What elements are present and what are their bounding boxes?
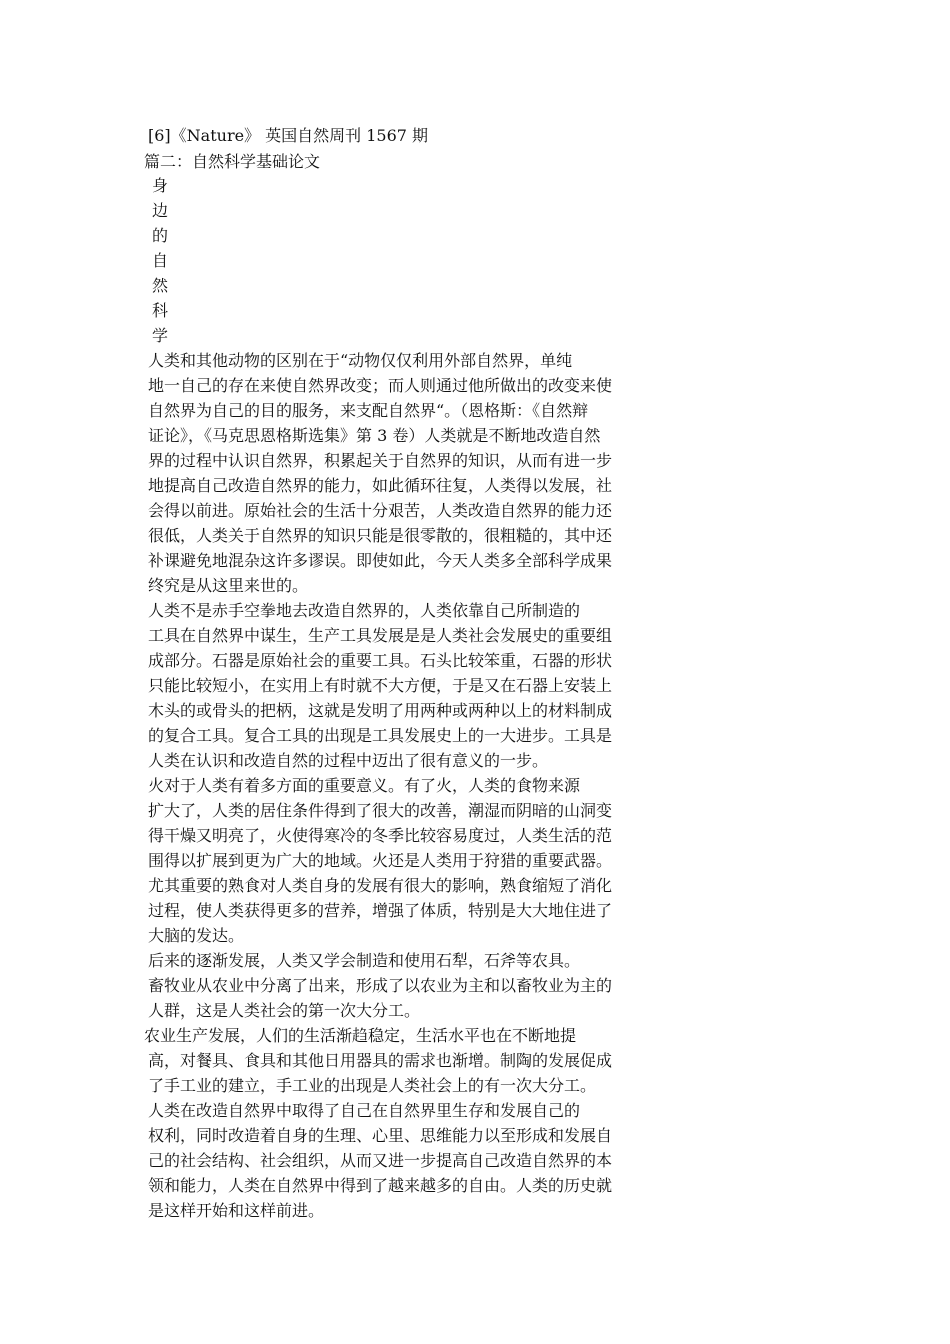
text-line: 成部分。石器是原始社会的重要工具。石头比较笨重，石器的形状 <box>148 651 613 670</box>
text-line: 人类不是赤手空拳地去改造自然界的，人类依靠自己所制造的 <box>148 601 581 620</box>
text-line: 会得以前进。原始社会的生活十分艰苦，人类改造自然界的能力还 <box>148 501 613 520</box>
text-line: 火对于人类有着多方面的重要意义。有了火，人类的食物来源 <box>148 776 581 795</box>
text-line: 是这样开始和这样前进。 <box>148 1201 325 1220</box>
vertical-title-char: 学 <box>152 326 169 345</box>
text-line: 大脑的发达。 <box>148 926 245 945</box>
text-line: 过程，使人类获得更多的营养，增强了体质，特别是大大地住进了 <box>148 901 613 920</box>
reference-line: [6]《Nature》 英国自然周刊 1567 期 <box>148 126 429 145</box>
vertical-title-char: 身 <box>152 176 169 195</box>
text-line: 终究是从这里来世的。 <box>148 576 309 595</box>
vertical-title-char: 科 <box>152 301 169 320</box>
text-line: 证论》，《马克思恩格斯选集》第 3 卷）人类就是不断地改造自然 <box>148 426 601 445</box>
text-line: 补课避免地混杂这许多谬误。即使如此，今天人类多全部科学成果 <box>148 551 613 570</box>
text-line: 己的社会结构、社会组织，从而又进一步提高自己改造自然界的本 <box>148 1151 613 1170</box>
text-line: 得干燥又明亮了，火使得寒冷的冬季比较容易度过，人类生活的范 <box>148 826 613 845</box>
text-line: 权利，同时改造着自身的生理、心里、思维能力以至形成和发展自 <box>148 1126 613 1145</box>
text-line: 扩大了，人类的居住条件得到了很大的改善，潮湿而阴暗的山洞变 <box>148 801 613 820</box>
text-line: 尤其重要的熟食对人类自身的发展有很大的影响，熟食缩短了消化 <box>148 876 613 895</box>
section-title: 篇二：自然科学基础论文 <box>144 152 321 171</box>
vertical-title-char: 的 <box>152 226 169 245</box>
text-line: 人群，这是人类社会的第一次大分工。 <box>148 1001 421 1020</box>
text-line: 领和能力，人类在自然界中得到了越来越多的自由。人类的历史就 <box>148 1176 613 1195</box>
vertical-title-char: 然 <box>152 276 169 295</box>
text-line: 农业生产发展，人们的生活渐趋稳定，生活水平也在不断地提 <box>144 1026 577 1045</box>
text-line: 工具在自然界中谋生，生产工具发展是是人类社会发展史的重要组 <box>148 626 613 645</box>
text-line: 地一自己的存在来使自然界改变；而人则通过他所做出的改变来使 <box>148 376 613 395</box>
text-line: 人类在认识和改造自然的过程中迈出了很有意义的一步。 <box>148 751 549 770</box>
text-line: 人类在改造自然界中取得了自己在自然界里生存和发展自己的 <box>148 1101 581 1120</box>
text-line: 自然界为自己的目的服务，来支配自然界“。（恩格斯：《自然辩 <box>148 401 589 420</box>
text-line: 只能比较短小，在实用上有时就不大方便，于是又在石器上安装上 <box>148 676 613 695</box>
text-line: 后来的逐渐发展，人类又学会制造和使用石犁，石斧等农具。 <box>148 951 581 970</box>
text-line: 地提高自己改造自然界的能力，如此循环往复，人类得以发展，社 <box>148 476 613 495</box>
text-line: 畜牧业从农业中分离了出来，形成了以农业为主和以畜牧业为主的 <box>148 976 613 995</box>
text-line: 高，对餐具、食具和其他日用器具的需求也渐增。制陶的发展促成 <box>148 1051 613 1070</box>
text-line: 围得以扩展到更为广大的地域。火还是人类用于狩猎的重要武器。 <box>148 851 613 870</box>
text-line: 界的过程中认识自然界，积累起关于自然界的知识，从而有进一步 <box>148 451 613 470</box>
text-line: 很低，人类关于自然界的知识只能是很零散的，很粗糙的，其中还 <box>148 526 613 545</box>
vertical-title-char: 自 <box>152 251 169 270</box>
text-line: 了手工业的建立，手工业的出现是人类社会上的有一次大分工。 <box>148 1076 597 1095</box>
text-line: 木头的或骨头的把柄，这就是发明了用两种或两种以上的材料制成 <box>148 701 613 720</box>
vertical-title-char: 边 <box>152 201 169 220</box>
text-line: 人类和其他动物的区别在于“动物仅仅利用外部自然界，单纯 <box>148 351 573 370</box>
text-line: 的复合工具。复合工具的出现是工具发展史上的一大进步。工具是 <box>148 726 613 745</box>
